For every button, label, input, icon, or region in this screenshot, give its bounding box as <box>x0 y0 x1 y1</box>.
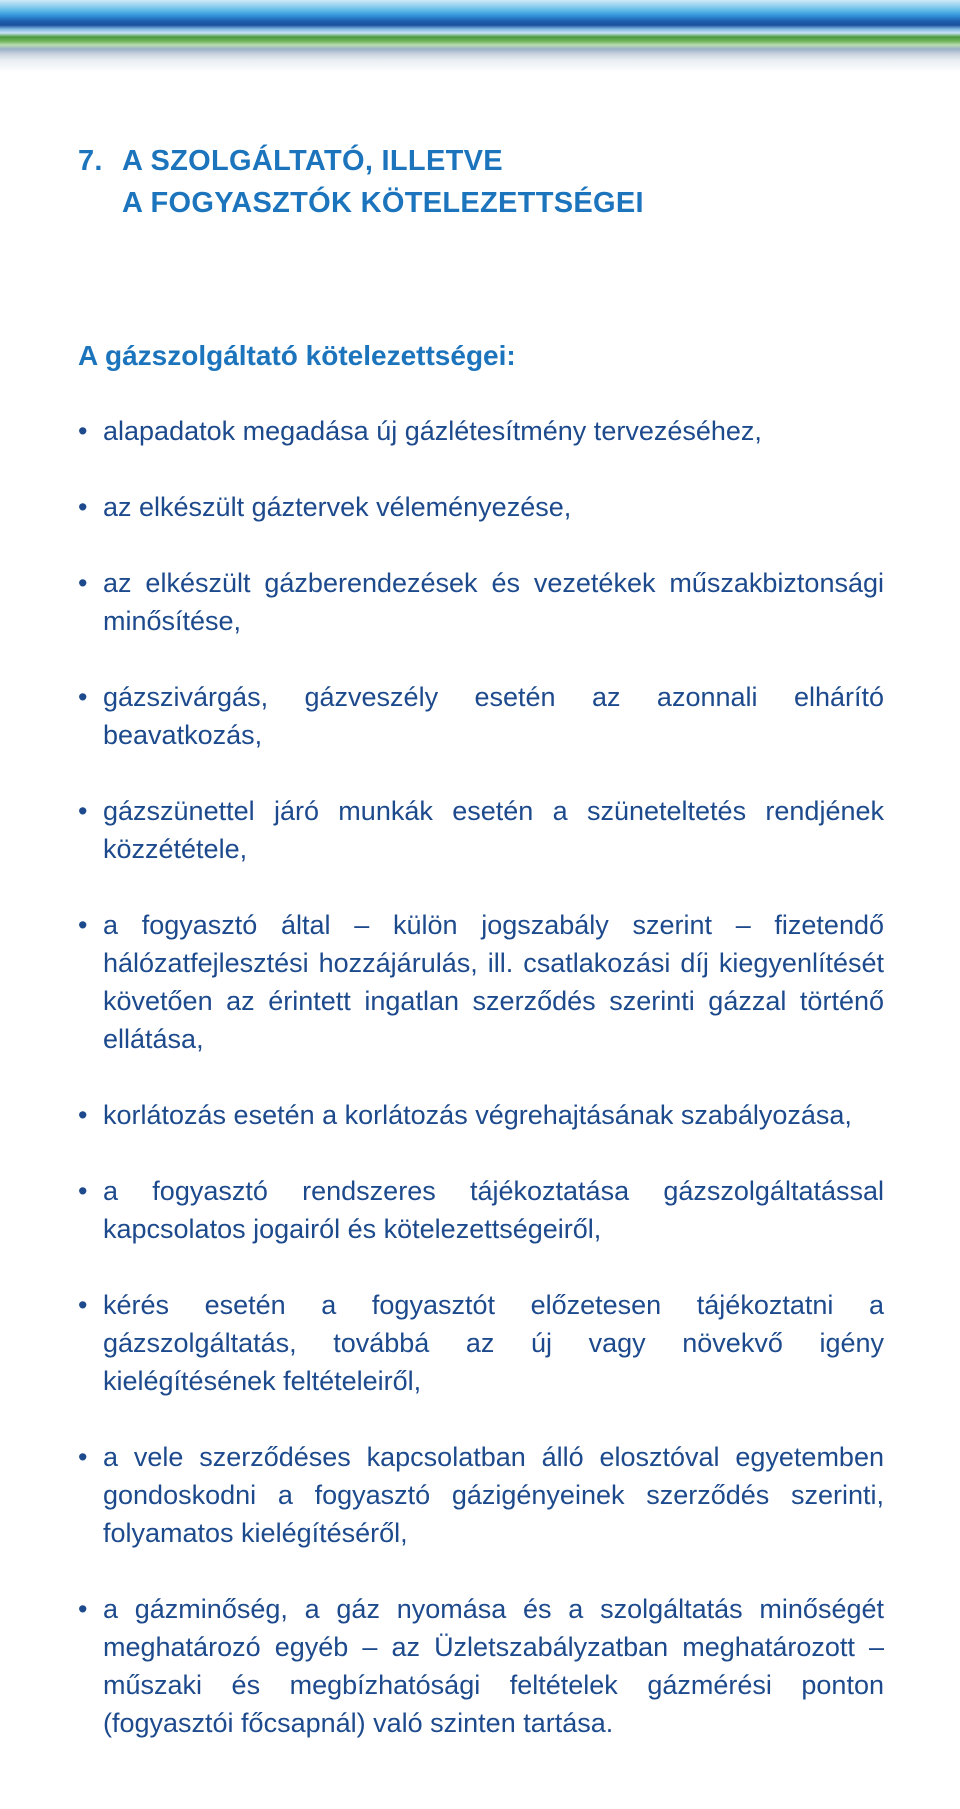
duty-text: gázszünettel járó munkák esetén a szüneteltetés rendjének közzététele, <box>103 796 884 864</box>
duty-text: az elkészült gáztervek véleményezése, <box>103 492 572 522</box>
duty-list-item <box>78 488 884 526</box>
bullet-icon: • <box>78 1176 88 1206</box>
duty-text: az elkészült gázberendezések és vezetékek műszakbiztonsági minősítése, <box>103 568 884 636</box>
bullet-icon: • <box>78 568 88 598</box>
duty-text: korlátozás esetén a korlátozás végrehajtásának szabályozása, <box>103 1100 852 1130</box>
duty-list-item <box>78 1286 884 1400</box>
header-decorative-stripes <box>0 0 960 80</box>
bullet-icon: • <box>78 796 88 826</box>
duty-list-item <box>78 412 884 450</box>
bullet-icon: • <box>78 1594 88 1624</box>
bullet-icon: • <box>78 1100 88 1130</box>
page-content <box>78 140 884 1738</box>
duty-text: a fogyasztó által – külön jogszabály szerint – fizetendő hálózatfejlesztési hozzájárulás, ill. csatlakozási díj kiegyenlítését követően az érintett ingatlan szerződés szerinti gázzal történő ellátása, <box>103 910 884 1054</box>
bullet-icon: • <box>78 416 88 446</box>
duty-list-item <box>78 564 884 640</box>
duty-text: a fogyasztó rendszeres tájékoztatása gázszolgáltatással kapcsolatos jogairól és kötelezettségeiről, <box>103 1176 884 1244</box>
section-heading: A gázszolgáltató kötelezettségei: <box>78 340 516 371</box>
chapter-title <box>78 140 884 224</box>
bullet-icon: • <box>78 682 88 712</box>
bullet-icon: • <box>78 910 88 940</box>
duty-list-item <box>78 792 884 868</box>
duty-text: a vele szerződéses kapcsolatban álló elosztóval egyetemben gondoskodni a fogyasztó gázigényeinek szerződés szerinti, folyamatos kielégítéséről, <box>103 1442 884 1548</box>
duty-list-item <box>78 1096 884 1134</box>
duty-list-item <box>78 906 884 1058</box>
duties-list <box>78 412 884 1780</box>
duty-text: kérés esetén a fogyasztót előzetesen tájékoztatni a gázszolgáltatás, továbbá az új vagy növekvő igény kielégítésének feltételeiről, <box>103 1290 884 1396</box>
duty-text: a gázminőség, a gáz nyomása és a szolgáltatás minőségét meghatározó egyéb – az Üzletszabályzatban meghatározott – műszaki és megbízhatósági feltételek gázmérési ponton (fogyasztói főcsapnál) való szinten tartása. <box>103 1594 884 1738</box>
duty-text: gázszivárgás, gázveszély esetén az azonnali elhárító beavatkozás, <box>103 682 884 750</box>
bullet-icon: • <box>78 1442 88 1472</box>
duty-list-item <box>78 1438 884 1552</box>
duty-list-item <box>78 1590 884 1742</box>
bullet-icon: • <box>78 492 88 522</box>
duty-list-item <box>78 1172 884 1248</box>
duty-text: alapadatok megadása új gázlétesítmény tervezéséhez, <box>103 416 762 446</box>
chapter-title-line2: A FOGYASZTÓK KÖTELEZETTSÉGEI <box>122 187 644 219</box>
chapter-title-line1: A SZOLGÁLTATÓ, ILLETVE <box>122 145 503 177</box>
chapter-number: 7. <box>78 145 103 177</box>
bullet-icon: • <box>78 1290 88 1320</box>
duty-list-item <box>78 678 884 754</box>
